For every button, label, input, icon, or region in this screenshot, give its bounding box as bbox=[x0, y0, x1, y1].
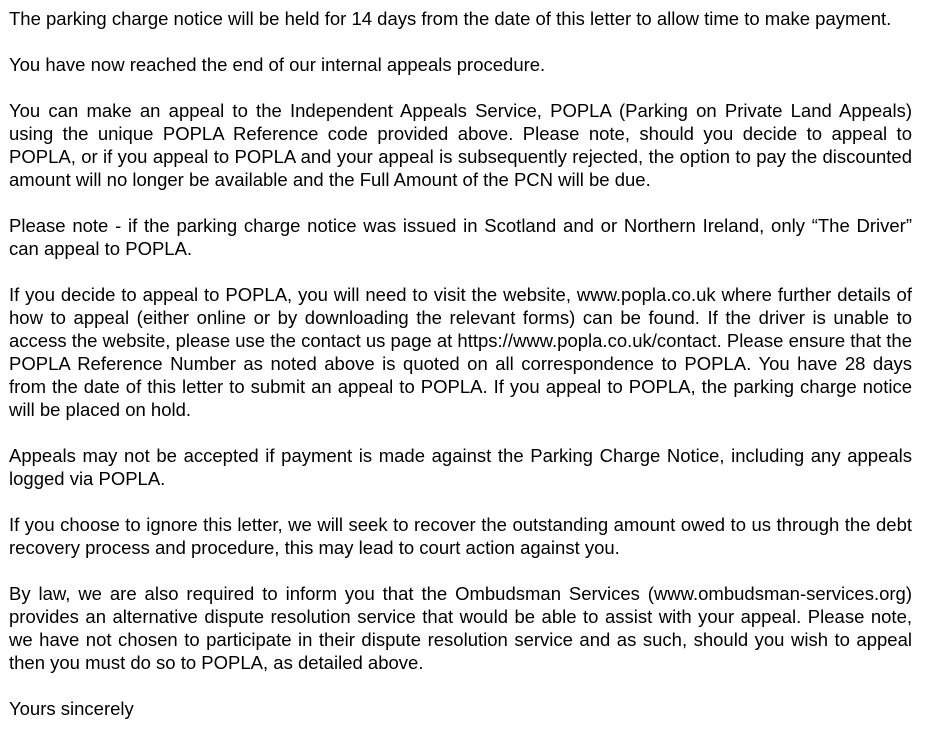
paragraph-popla-appeal-info: You can make an appeal to the Independent Appeals Service, POPLA (Parking on Private Land Appeals) using the unique POPLA Reference code provided above. Please note, should you decide to appeal to POPLA, or if you appeal to POPLA and your appeal is subsequently rejected, the option to pay the discounted amount will no longer be available and the Full Amount of the PCN will be due. bbox=[9, 100, 912, 190]
letter-body bbox=[9, 7, 912, 720]
paragraph-end-of-internal-appeals: You have now reached the end of our internal appeals procedure. bbox=[9, 54, 546, 75]
closing-salutation: Yours sincerely bbox=[9, 698, 134, 719]
paragraph-popla-website-instructions: If you decide to appeal to POPLA, you will need to visit the website, www.popla.co.uk where further details of how to appeal (either online or by downloading the relevant forms) can be found. If the driver is unable to access the website, please use the contact us page at https://www.popla.co.uk/contact. Please ensure that the POPLA Reference Number as noted above is quoted on all correspondence to POPLA. You have 28 days from the date of this letter to submit an appeal to POPLA. If you appeal to POPLA, the parking charge notice will be placed on hold. bbox=[9, 284, 912, 420]
paragraph-hold-period: The parking charge notice will be held for 14 days from the date of this letter to allow time to make payment. bbox=[9, 8, 892, 29]
paragraph-debt-recovery-warning: If you choose to ignore this letter, we will seek to recover the outstanding amount owed to us through the debt recovery process and procedure, this may lead to court action against you. bbox=[9, 514, 912, 558]
paragraph-payment-appeal-warning: Appeals may not be accepted if payment is made against the Parking Charge Notice, including any appeals logged via POPLA. bbox=[9, 445, 912, 489]
paragraph-scotland-ni-note: Please note - if the parking charge notice was issued in Scotland and or Northern Ireland, only “The Driver” can appeal to POPLA. bbox=[9, 215, 912, 259]
paragraph-ombudsman-notice: By law, we are also required to inform you that the Ombudsman Services (www.ombudsman-services.org) provides an alternative dispute resolution service that would be able to assist with your appeal. Please note, we have not chosen to participate in their dispute resolution service and as such, should you wish to appeal then you must do so to POPLA, as detailed above. bbox=[9, 583, 912, 673]
